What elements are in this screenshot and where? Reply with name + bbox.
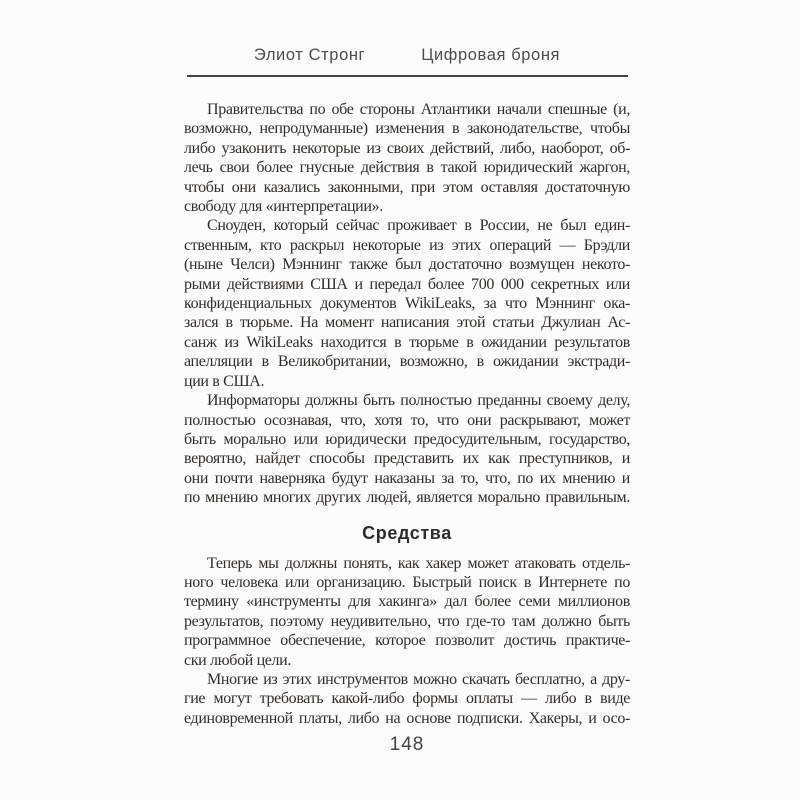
paragraph <box>184 554 630 670</box>
text-line: свободу для «интерпретации». <box>184 198 383 216</box>
text-line: программное обеспечение, которое позволит достичь практиче- <box>184 632 630 650</box>
paragraph <box>184 670 630 728</box>
text-line: рыми действиями США и передал более 700 000 секретных или <box>184 275 630 293</box>
text-line: быть морально или юридически предосудительным, государство, <box>184 430 630 448</box>
text-line: возможно, непродуманные) изменения в законодательстве, чтобы <box>184 120 630 138</box>
page-number: 148 <box>389 734 425 755</box>
author-name: Элиот Стронг <box>253 46 366 64</box>
section-heading: Средства <box>362 522 452 543</box>
text-block <box>184 100 630 728</box>
text-line: Сноуден, который сейчас проживает в России, не был един- <box>207 217 630 235</box>
text-line: конфиденциальных документов WikiLeaks, за что Мэннинг ока- <box>184 295 630 313</box>
text-line: по мнению многих других людей, является морально правильным. <box>184 489 630 507</box>
running-header <box>184 46 630 65</box>
text-line: ски любой цели. <box>184 651 292 669</box>
text-line: зался в тюрьме. На момент написания этой статьи Джулиан Ас- <box>184 314 630 332</box>
text-line: они почти наверняка будут наказаны за то, что, по их мнению и <box>184 469 630 487</box>
text-line: (ныне Челси) Мэннинг также был достаточно возмущен некото- <box>184 256 630 274</box>
text-line: лечь свои более гнусные действия в такой юридический жаргон, <box>184 159 630 177</box>
text-line: Многие из этих инструментов можно скачать бесплатно, а дру- <box>207 670 630 688</box>
text-line: Правительства по обе стороны Атлантики начали спешные (и, <box>207 101 630 118</box>
text-line: ции в США. <box>184 372 265 390</box>
text-line: Информаторы должны быть полностью преданны своему делу, <box>207 392 630 410</box>
text-line: апелляции в Великобритании, возможно, в ожидании экстради- <box>184 353 630 371</box>
text-line: санж из WikiLeaks находится в тюрьме в ожидании результатов <box>184 333 630 351</box>
paragraph <box>184 391 630 507</box>
paragraph <box>184 100 630 216</box>
book-title: Цифровая броня <box>421 46 561 64</box>
text-line: либо узаконить некоторые из своих действий, либо, наоборот, об- <box>184 139 630 157</box>
text-line: полностью осознавая, что, хотя то, что они раскрывают, может <box>184 411 630 429</box>
text-line: вероятно, найдет способы представить их как преступников, и <box>184 450 630 468</box>
paragraph <box>184 216 630 391</box>
header-rule <box>187 75 628 77</box>
text-line: ного человека или организацию. Быстрый поиск в Интернете по <box>184 573 630 591</box>
text-line: ственным, кто раскрыл некоторые из этих операций — Брэдли <box>184 236 630 254</box>
text-line: единовременной платы, либо на основе подписки. Хакеры, и осо- <box>184 709 630 727</box>
text-line: термину «инструменты для хакинга» дал более семи миллионов <box>184 593 630 611</box>
text-line: Теперь мы должны понять, как хакер может атаковать отдель- <box>207 554 630 572</box>
text-line: чтобы они казались законными, при этом оставляя достаточную <box>184 178 630 196</box>
text-line: гие могут требовать какой-либо формы оплаты — либо в виде <box>184 690 630 708</box>
text-line: результатов, поэтому неудивительно, что где-то там должно быть <box>184 612 630 630</box>
